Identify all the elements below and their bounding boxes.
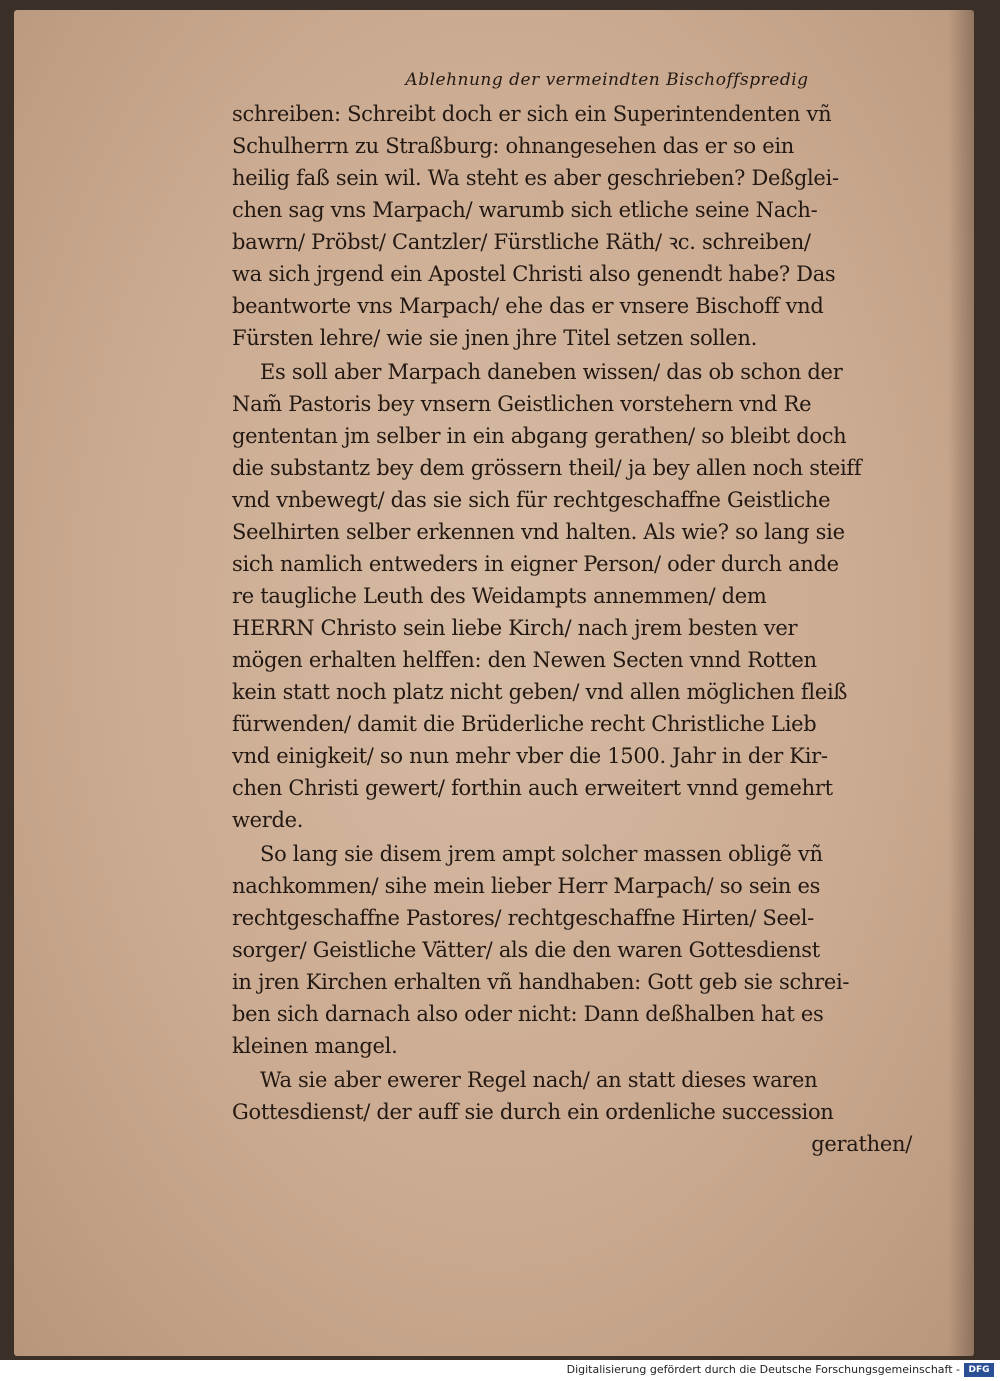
text-line: Nam̃ Pastoris bey vnsern Geistlichen vorstehern vnd Re	[232, 392, 812, 416]
footer-bar	[0, 1360, 1000, 1381]
text-line: Seelhirten selber erkennen vnd halten. Als wie? so lang sie	[232, 520, 845, 544]
text-line: schreiben: Schreibt doch er sich ein Superintendenten vñ	[232, 102, 832, 126]
text-line: vnd einigkeit/ so nun mehr vber die 1500. Jahr in der Kir-	[232, 744, 828, 768]
paragraph-1	[232, 98, 922, 354]
running-header: Ablehnung der vermeindten Bischoffspredig	[405, 70, 809, 90]
text-line: Wa sie aber ewerer Regel nach/ an statt dieses waren	[260, 1068, 818, 1092]
text-line: kein statt noch platz nicht geben/ vnd allen möglichen fleiß	[232, 680, 848, 704]
text-line: ben sich darnach also oder nicht: Dann deßhalben hat es	[232, 1002, 824, 1026]
text-line: gententan jm selber in ein abgang gerathen/ so bleibt doch	[232, 424, 847, 448]
text-line: sich namlich entweders in eigner Person/ oder durch ande	[232, 552, 839, 576]
text-line: kleinen mangel.	[232, 1034, 398, 1058]
text-line: So lang sie disem jrem ampt solcher massen obligẽ vñ	[260, 842, 823, 866]
text-line: nachkommen/ sihe mein lieber Herr Marpach/ so sein es	[232, 874, 821, 898]
text-line: die substantz bey dem grössern theil/ ja bey allen noch steiff	[232, 456, 862, 480]
text-line: rechtgeschaffne Pastores/ rechtgeschaffne Hirten/ Seel-	[232, 906, 814, 930]
text-line: HERRN Christo sein liebe Kirch/ nach jrem besten ver	[232, 616, 798, 640]
text-line: Es soll aber Marpach daneben wissen/ das ob schon der	[260, 360, 843, 384]
text-line: bawrn/ Pröbst/ Cantzler/ Fürstliche Räth/ ꝛc. schreiben/	[232, 230, 811, 254]
text-line: wa sich jrgend ein Apostel Christi also genendt habe? Das	[232, 262, 836, 286]
text-line: in jren Kirchen erhalten vñ handhaben: Gott geb sie schrei-	[232, 970, 850, 994]
text-line: Gottesdienst/ der auff sie durch ein ordenliche succession	[232, 1100, 834, 1124]
paragraph-4	[232, 1064, 922, 1128]
paragraph-2	[232, 356, 922, 836]
dfg-logo: DFG	[964, 1363, 994, 1377]
footer-credit: Digitalisierung gefördert durch die Deutsche Forschungsgemeinschaft -	[566, 1363, 960, 1376]
text-line: chen sag vns Marpach/ warumb sich etliche seine Nach-	[232, 198, 818, 222]
text-line: Schulherrn zu Straßburg: ohnangesehen das er so ein	[232, 134, 795, 158]
text-line: chen Christi gewert/ forthin auch erweitert vnnd gemehrt	[232, 776, 833, 800]
text-line: sorger/ Geistliche Vätter/ als die den waren Gottesdienst	[232, 938, 820, 962]
text-line: re taugliche Leuth des Weidampts annemmen/ dem	[232, 584, 767, 608]
catchword: gerathen/	[811, 1132, 912, 1156]
text-line: vnd vnbewegt/ das sie sich für rechtgeschaffne Geistliche	[232, 488, 831, 512]
paragraph-3	[232, 838, 922, 1062]
binding-shadow	[948, 10, 974, 1356]
text-line: beantworte vns Marpach/ ehe das er vnsere Bischoff vnd	[232, 294, 824, 318]
text-block	[232, 70, 922, 1160]
text-line: Fürsten lehre/ wie sie jnen jhre Titel setzen sollen.	[232, 326, 757, 350]
text-line: fürwenden/ damit die Brüderliche recht Christliche Lieb	[232, 712, 817, 736]
text-line: werde.	[232, 808, 304, 832]
text-line: mögen erhalten helffen: den Newen Secten vnnd Rotten	[232, 648, 817, 672]
text-line: heilig faß sein wil. Wa steht es aber geschrieben? Deßglei-	[232, 166, 839, 190]
